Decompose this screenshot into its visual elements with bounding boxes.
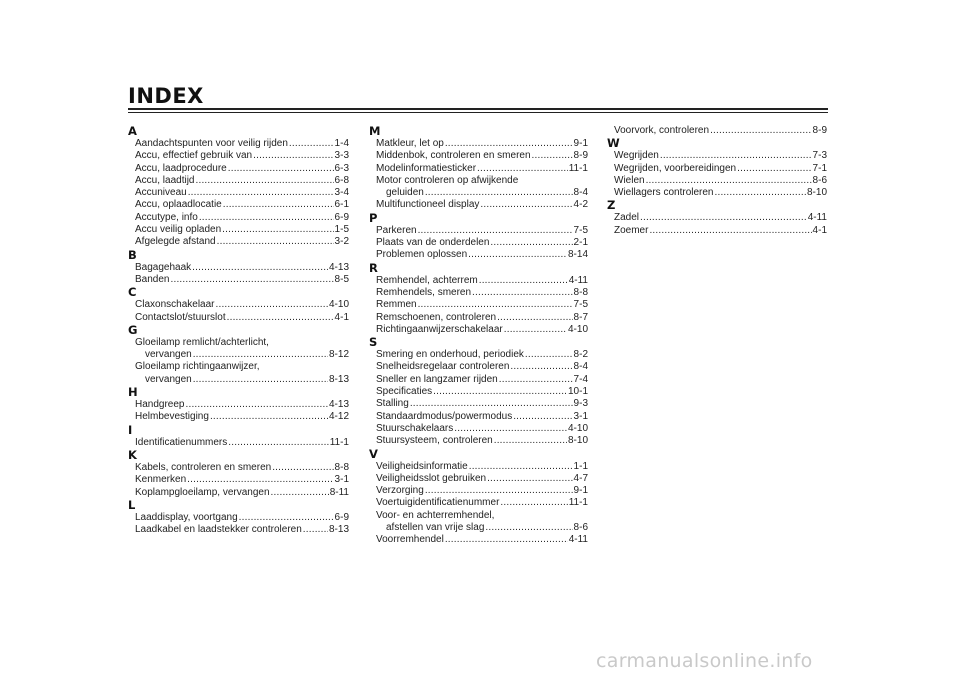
index-entry-term: Wegrijden, voorbereidingen <box>614 162 737 174</box>
index-entry-page: 8-14 <box>567 249 588 261</box>
dot-leader <box>445 534 568 546</box>
index-column-2 <box>369 125 588 547</box>
index-entry-page: 8-13 <box>328 524 349 536</box>
index-section-letter: P <box>369 210 378 225</box>
dot-leader <box>289 138 334 150</box>
index-entry-page: 8-6 <box>573 522 588 534</box>
index-entry-page: 4-1 <box>334 311 349 323</box>
index-entry-term: vervangen <box>145 373 192 385</box>
dot-leader <box>525 349 573 361</box>
index-entry <box>369 163 588 175</box>
index-entry-page: 3-2 <box>334 236 349 248</box>
dot-leader <box>510 361 572 373</box>
index-entry-term: Standaardmodus/powermodus <box>376 410 513 422</box>
index-entry-page: 4-11 <box>568 274 588 286</box>
index-entry-page: 4-10 <box>328 299 349 311</box>
index-entry-term: Accuniveau <box>135 187 187 199</box>
dot-leader <box>239 512 334 524</box>
index-entry-page: 4-12 <box>328 411 349 423</box>
index-entry-term: Stuurschakelaars <box>376 422 454 434</box>
index-section-letter: V <box>369 446 378 461</box>
index-entry <box>607 175 827 187</box>
index-entry-page: 4-2 <box>573 199 588 211</box>
index-entry <box>128 299 349 311</box>
index-entry <box>369 386 588 398</box>
index-entry-term: Verzorging <box>376 485 424 497</box>
index-entry-page: 4-13 <box>328 399 349 411</box>
dot-leader <box>485 522 572 534</box>
index-entry <box>128 411 349 423</box>
index-column-3 <box>607 125 827 237</box>
index-entry-term: afstellen van vrije slag <box>386 522 485 534</box>
dot-leader <box>468 249 567 261</box>
index-entry-term: Snelheidsregelaar controleren <box>376 361 510 373</box>
index-entry-term: Sneller en langzamer rijden <box>376 373 498 385</box>
index-entry-page: 7-5 <box>573 224 588 236</box>
dot-leader <box>193 374 328 386</box>
index-entry-page: 4-10 <box>567 323 588 335</box>
dot-leader <box>433 386 567 398</box>
index-entry <box>369 225 588 237</box>
index-entry <box>128 199 349 211</box>
dot-leader <box>490 237 572 249</box>
index-entry-page: 4-11 <box>807 212 827 224</box>
index-section-letter: W <box>607 136 620 151</box>
index-entry-term: Smering en onderhoud, periodiek <box>376 349 524 361</box>
index-entry <box>607 187 827 199</box>
index-entry-page: 6-9 <box>334 511 349 523</box>
index-entry <box>128 399 349 411</box>
dot-leader <box>272 462 333 474</box>
dot-leader <box>170 274 333 286</box>
dot-leader <box>710 125 811 137</box>
index-entry <box>369 150 588 162</box>
index-entry <box>369 287 588 299</box>
dot-leader <box>513 411 572 423</box>
index-entry-page: 8-5 <box>334 273 349 285</box>
index-section-letter: R <box>369 260 378 275</box>
index-entry-page: 7-3 <box>812 150 827 162</box>
index-entry-term: Veiligheidsslot gebruiken <box>376 472 487 484</box>
index-entry <box>369 473 588 485</box>
index-entry-term: Accu, laadtijd <box>135 174 195 186</box>
index-entry-term: Specificaties <box>376 386 433 398</box>
index-entry-page: 8-6 <box>812 174 827 186</box>
index-entry-term: Remhendel, achterrem <box>376 274 478 286</box>
index-entry-page: 8-2 <box>573 349 588 361</box>
index-entry-page: 7-4 <box>573 373 588 385</box>
index-entry <box>369 138 588 150</box>
index-entry <box>128 262 349 274</box>
index-section-letter: M <box>369 124 381 138</box>
dot-leader <box>479 275 568 287</box>
index-entry <box>128 163 349 175</box>
index-entry <box>369 187 588 199</box>
index-section-letter: B <box>128 247 137 262</box>
dot-leader <box>187 474 333 486</box>
index-entry-page: 8-8 <box>573 286 588 298</box>
dot-leader <box>660 150 812 162</box>
index-entry <box>128 312 349 324</box>
index-entry-heading: Voor- en achterremhendel, <box>376 509 495 521</box>
dot-leader <box>228 437 328 449</box>
index-entry-page: 1-5 <box>334 224 349 236</box>
index-entry <box>128 524 349 536</box>
index-entry-page: 6-3 <box>334 162 349 174</box>
index-entry-page: 3-1 <box>334 474 349 486</box>
index-entry <box>369 275 588 287</box>
index-entry-page: 3-1 <box>573 410 588 422</box>
index-entry-page: 3-3 <box>334 150 349 162</box>
index-entry-page: 8-8 <box>334 461 349 473</box>
dot-leader <box>271 487 329 499</box>
index-entry-term: Problemen oplossen <box>376 249 468 261</box>
dot-leader <box>646 175 812 187</box>
index-entry <box>128 150 349 162</box>
dot-leader <box>193 349 328 361</box>
index-entry-term: Accu, oplaadlocatie <box>135 199 222 211</box>
dot-leader <box>500 497 567 509</box>
index-entry-page: 2-1 <box>573 237 588 249</box>
dot-leader <box>640 212 807 224</box>
index-entry-term: Kabels, controleren en smeren <box>135 461 272 473</box>
index-entry <box>128 512 349 524</box>
index-entry-page: 8-13 <box>328 373 349 385</box>
index-entry <box>369 312 588 324</box>
index-entry <box>128 487 349 499</box>
dot-leader <box>222 224 333 236</box>
title-rule-thick <box>128 108 828 110</box>
index-entry-term: Wiellagers controleren <box>614 187 714 199</box>
dot-leader <box>715 187 806 199</box>
index-entry-page: 8-10 <box>567 435 588 447</box>
index-entry-term: Contactslot/stuurslot <box>135 311 226 323</box>
index-entry <box>128 175 349 187</box>
index-entry <box>607 163 827 175</box>
index-entry <box>128 474 349 486</box>
index-entry-term: Handgreep <box>135 399 185 411</box>
index-entry <box>369 485 588 497</box>
index-section-letter: K <box>128 447 137 462</box>
index-section-letter: G <box>128 322 138 337</box>
index-entry-term: Zoemer <box>614 224 649 236</box>
index-entry-term: Accu, laadprocedure <box>135 162 227 174</box>
dot-leader <box>195 175 333 187</box>
dot-leader <box>223 199 334 211</box>
index-entry-term: Claxonschakelaar <box>135 299 215 311</box>
index-entry <box>128 274 349 286</box>
index-entry-term: Accutype, info <box>135 211 198 223</box>
index-column-1 <box>128 125 349 536</box>
index-entry-term: Laadkabel en laadstekker controleren <box>135 524 302 536</box>
index-entry <box>128 187 349 199</box>
index-entry-term: Richtingaanwijzerschakelaar <box>376 323 503 335</box>
dot-leader <box>649 225 811 237</box>
index-entry <box>369 324 588 336</box>
index-entry-term: Wielen <box>614 174 645 186</box>
index-entry-page: 8-4 <box>573 187 588 199</box>
dot-leader <box>454 423 567 435</box>
index-entry <box>369 423 588 435</box>
index-entry-term: Wegrijden <box>614 150 659 162</box>
index-entry-term: Zadel <box>614 212 640 224</box>
dot-leader <box>469 461 573 473</box>
index-entry <box>369 534 588 546</box>
index-entry <box>369 349 588 361</box>
index-entry-heading: Gloeilamp remlicht/achterlicht, <box>135 336 269 348</box>
dot-leader <box>217 236 334 248</box>
index-entry <box>607 212 827 224</box>
index-entry-term: Accu veilig opladen <box>135 224 222 236</box>
index-entry-page: 8-12 <box>328 349 349 361</box>
index-entry-page: 9-3 <box>573 398 588 410</box>
index-entry-term: Koplampgloeilamp, vervangen <box>135 486 270 498</box>
dot-leader <box>480 199 572 211</box>
dot-leader <box>418 225 573 237</box>
index-entry-page: 6-8 <box>334 174 349 186</box>
index-entry-page: 8-9 <box>573 150 588 162</box>
index-entry-page: 7-5 <box>573 299 588 311</box>
dot-leader <box>499 374 573 386</box>
dot-leader <box>532 150 573 162</box>
index-entry <box>369 249 588 261</box>
watermark: carmanualsonline.info <box>596 650 813 672</box>
index-entry-term: Remhendels, smeren <box>376 286 472 298</box>
index-entry <box>128 374 349 386</box>
dot-leader <box>425 187 573 199</box>
dot-leader <box>216 299 328 311</box>
index-entry-term: Remmen <box>376 299 417 311</box>
index-entry-term: geluiden <box>386 187 424 199</box>
dot-leader <box>445 138 573 150</box>
index-section-letter: L <box>128 497 136 512</box>
dot-leader <box>210 411 328 423</box>
index-section-letter: I <box>128 422 133 437</box>
dot-leader <box>199 212 334 224</box>
index-entry <box>128 224 349 236</box>
dot-leader <box>497 312 572 324</box>
dot-leader <box>303 524 328 536</box>
index-entry-term: Modelinformatiesticker <box>376 162 477 174</box>
index-section-letter: S <box>369 335 378 350</box>
title-rule-thin <box>128 112 828 113</box>
index-entry-term: Plaats van de onderdelen <box>376 237 490 249</box>
index-entry-term: Voorvork, controleren <box>614 125 710 136</box>
index-entry <box>369 497 588 509</box>
index-section-letter: A <box>128 124 137 138</box>
index-entry-term: Voorremhendel <box>376 534 444 546</box>
index-entry-term: Aandachtspunten voor veilig rijden <box>135 138 288 149</box>
index-entry-page: 11-1 <box>568 497 588 509</box>
index-entry-term: Stalling <box>376 398 409 410</box>
dot-leader <box>504 324 567 336</box>
index-entry <box>369 237 588 249</box>
index-entry-term: Accu, effectief gebruik van <box>135 150 253 162</box>
dot-leader <box>188 187 334 199</box>
index-entry-page: 4-11 <box>568 534 588 546</box>
index-entry <box>128 437 349 449</box>
index-entry <box>128 212 349 224</box>
index-entry <box>607 125 827 137</box>
index-entry-term: Afgelegde afstand <box>135 236 216 248</box>
index-entry-term: Parkeren <box>376 224 417 236</box>
index-entry-page: 10-1 <box>567 386 588 398</box>
index-entry <box>128 462 349 474</box>
index-entry-page: 8-4 <box>573 361 588 373</box>
dot-leader <box>227 312 334 324</box>
index-entry-term: Helmbevestiging <box>135 411 209 423</box>
dot-leader <box>418 299 573 311</box>
index-entry-term: Voertuigidentificatienummer <box>376 497 500 509</box>
index-section-letter: Z <box>607 198 616 213</box>
index-entry-term: Veiligheidsinformatie <box>376 460 468 472</box>
index-entry <box>369 361 588 373</box>
index-entry-page: 9-1 <box>573 485 588 497</box>
index-entry-term: Matkleur, let op <box>376 138 444 149</box>
index-section-letter: C <box>128 285 137 300</box>
index-entry-page: 3-4 <box>334 187 349 199</box>
index-entry-term: Bagagehaak <box>135 261 192 273</box>
index-entry-page: 8-11 <box>329 486 349 498</box>
dot-leader <box>228 163 334 175</box>
index-entry-term: Identificatienummers <box>135 436 228 448</box>
index-entry-term: Remschoenen, controleren <box>376 311 497 323</box>
index-entry-page: 8-9 <box>812 125 827 136</box>
index-entry-term: Laaddisplay, voortgang <box>135 511 238 523</box>
index-entry <box>369 374 588 386</box>
dot-leader <box>192 262 328 274</box>
dot-leader <box>472 287 573 299</box>
index-entry <box>369 199 588 211</box>
dot-leader <box>410 398 573 410</box>
index-entry <box>128 138 349 150</box>
index-entry <box>607 150 827 162</box>
dot-leader <box>477 163 568 175</box>
dot-leader <box>253 150 333 162</box>
dot-leader <box>425 485 573 497</box>
index-entry-term: Banden <box>135 273 170 285</box>
dot-leader <box>737 163 811 175</box>
index-entry-page: 11-1 <box>568 162 588 174</box>
index-entry <box>369 522 588 534</box>
index-entry-term: vervangen <box>145 349 192 361</box>
index-entry-page: 8-7 <box>573 311 588 323</box>
index-entry <box>607 225 827 237</box>
index-entry-page: 4-7 <box>573 472 588 484</box>
index-entry-page: 1-1 <box>573 460 588 472</box>
dot-leader <box>494 435 567 447</box>
index-entry-page: 11-1 <box>329 436 349 448</box>
dot-leader <box>487 473 572 485</box>
index-entry-term: Stuursysteem, controleren <box>376 435 493 447</box>
index-entry-term: Multifunctioneel display <box>376 199 480 211</box>
index-entry-heading: Motor controleren op afwijkende <box>376 174 519 186</box>
index-entry-page: 1-4 <box>334 138 349 149</box>
index-entry-term: Kenmerken <box>135 474 187 486</box>
index-entry <box>128 236 349 248</box>
index-entry-page: 4-1 <box>812 224 827 236</box>
page-title: INDEX <box>128 84 204 108</box>
dot-leader <box>185 399 328 411</box>
index-entry <box>369 461 588 473</box>
index-section-letter: H <box>128 385 138 400</box>
index-entry-page: 8-10 <box>806 187 827 199</box>
index-entry-page: 6-9 <box>334 211 349 223</box>
index-entry-page: 6-1 <box>334 199 349 211</box>
index-entry <box>369 299 588 311</box>
index-entry-page: 4-13 <box>328 261 349 273</box>
index-entry-page: 7-1 <box>812 162 827 174</box>
index-entry <box>369 435 588 447</box>
index-entry <box>369 411 588 423</box>
index-entry-term: Middenbok, controleren en smeren <box>376 150 531 162</box>
index-entry-page: 4-10 <box>567 422 588 434</box>
index-entry <box>128 349 349 361</box>
index-entry-page: 9-1 <box>573 138 588 149</box>
index-entry-heading: Gloeilamp richtingaanwijzer, <box>135 361 260 373</box>
index-entry <box>369 398 588 410</box>
